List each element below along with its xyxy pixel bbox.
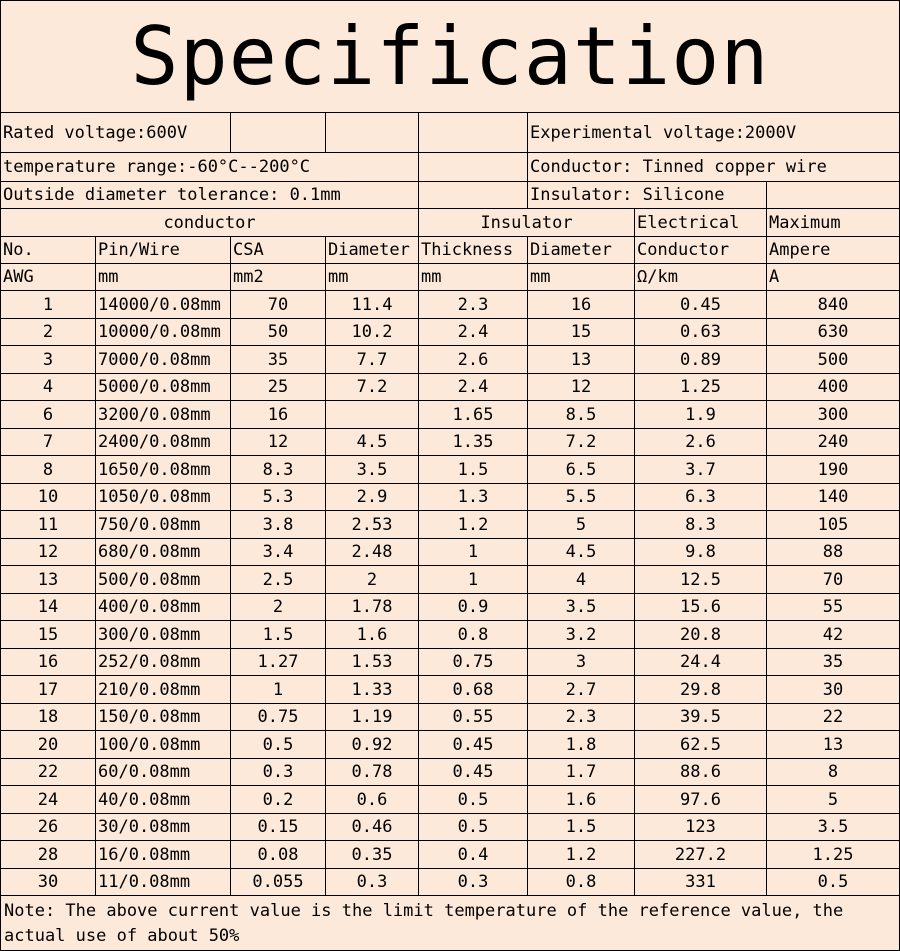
table-cell-diameter: 0.35 [326, 841, 419, 869]
conductor-material-label: Conductor: Tinned copper wire [528, 153, 899, 182]
table-cell-no: 17 [1, 676, 96, 704]
table-cell-pin-wire: 5000/0.08mm [96, 374, 231, 401]
table-cell-ampere: 88 [767, 539, 899, 566]
table-cell-no: 7 [1, 429, 96, 456]
table-cell-diameter: 1.78 [326, 594, 419, 621]
table-cell-ampere: 42 [767, 621, 899, 649]
table-cell-csa: 0.5 [231, 731, 326, 759]
table-cell-insulator-diameter: 3 [528, 649, 635, 676]
table-cell-diameter [326, 401, 419, 429]
table-cell-thickness: 0.3 [419, 869, 528, 896]
table-cell-ampere: 105 [767, 511, 899, 539]
table-cell-conductor-resistance: 0.89 [635, 346, 767, 374]
table-cell-insulator-diameter: 4.5 [528, 539, 635, 566]
table-cell-pin-wire: 100/0.08mm [96, 731, 231, 759]
table-cell-ampere: 3.5 [767, 814, 899, 841]
table-cell-conductor-resistance: 39.5 [635, 704, 767, 731]
table-cell-pin-wire: 210/0.08mm [96, 676, 231, 704]
unit-diameter: mm [326, 264, 419, 291]
table-cell-insulator-diameter: 4 [528, 566, 635, 594]
table-cell-csa: 8.3 [231, 456, 326, 484]
table-cell-conductor-resistance: 1.9 [635, 401, 767, 429]
table-cell-thickness: 0.45 [419, 759, 528, 786]
table-cell-csa: 50 [231, 319, 326, 346]
table-cell-no: 15 [1, 621, 96, 649]
table-cell-conductor-resistance: 29.8 [635, 676, 767, 704]
table-cell-insulator-diameter: 1.5 [528, 814, 635, 841]
table-cell-conductor-resistance: 15.6 [635, 594, 767, 621]
table-cell-diameter: 2.53 [326, 511, 419, 539]
table-cell-insulator-diameter: 12 [528, 374, 635, 401]
table-cell-thickness: 0.68 [419, 676, 528, 704]
table-cell-pin-wire: 14000/0.08mm [96, 291, 231, 319]
table-cell-diameter: 0.78 [326, 759, 419, 786]
table-cell-csa: 0.08 [231, 841, 326, 869]
unit-insulator-diameter: mm [528, 264, 635, 291]
table-cell-thickness: 0.5 [419, 814, 528, 841]
table-cell-thickness: 2.4 [419, 319, 528, 346]
table-cell-no: 24 [1, 786, 96, 814]
table-cell-pin-wire: 11/0.08mm [96, 869, 231, 896]
table-cell-insulator-diameter: 1.2 [528, 841, 635, 869]
table-cell-conductor-resistance: 0.45 [635, 291, 767, 319]
empty-cell [419, 182, 528, 209]
table-cell-conductor-resistance: 8.3 [635, 511, 767, 539]
table-cell-diameter: 0.6 [326, 786, 419, 814]
empty-cell [231, 113, 326, 153]
table-cell-csa: 2.5 [231, 566, 326, 594]
table-cell-thickness: 1.65 [419, 401, 528, 429]
table-cell-pin-wire: 252/0.08mm [96, 649, 231, 676]
table-cell-pin-wire: 400/0.08mm [96, 594, 231, 621]
table-cell-conductor-resistance: 3.7 [635, 456, 767, 484]
table-cell-insulator-diameter: 3.5 [528, 594, 635, 621]
table-cell-csa: 1.5 [231, 621, 326, 649]
table-cell-ampere: 240 [767, 429, 899, 456]
table-cell-csa: 1 [231, 676, 326, 704]
table-cell-thickness: 2.3 [419, 291, 528, 319]
table-cell-diameter: 0.92 [326, 731, 419, 759]
table-cell-pin-wire: 300/0.08mm [96, 621, 231, 649]
table-cell-ampere: 55 [767, 594, 899, 621]
table-cell-no: 3 [1, 346, 96, 374]
column-header-ampere: Ampere [767, 237, 899, 264]
table-cell-conductor-resistance: 123 [635, 814, 767, 841]
table-cell-no: 26 [1, 814, 96, 841]
table-cell-insulator-diameter: 6.5 [528, 456, 635, 484]
table-cell-conductor-resistance: 88.6 [635, 759, 767, 786]
experimental-voltage-label: Experimental voltage:2000V [528, 113, 899, 153]
table-cell-ampere: 1.25 [767, 841, 899, 869]
table-cell-diameter: 10.2 [326, 319, 419, 346]
table-cell-insulator-diameter: 3.2 [528, 621, 635, 649]
table-cell-ampere: 35 [767, 649, 899, 676]
table-cell-insulator-diameter: 0.8 [528, 869, 635, 896]
table-cell-ampere: 630 [767, 319, 899, 346]
table-cell-conductor-resistance: 9.8 [635, 539, 767, 566]
empty-cell [419, 153, 528, 182]
table-cell-no: 13 [1, 566, 96, 594]
table-cell-conductor-resistance: 6.3 [635, 484, 767, 511]
table-cell-thickness: 1.5 [419, 456, 528, 484]
table-cell-diameter: 0.3 [326, 869, 419, 896]
table-cell-no: 30 [1, 869, 96, 896]
table-cell-diameter: 2 [326, 566, 419, 594]
table-cell-insulator-diameter: 8.5 [528, 401, 635, 429]
table-cell-ampere: 500 [767, 346, 899, 374]
table-cell-csa: 0.15 [231, 814, 326, 841]
table-cell-no: 6 [1, 401, 96, 429]
empty-cell [419, 113, 528, 153]
table-cell-diameter: 11.4 [326, 291, 419, 319]
table-cell-csa: 0.3 [231, 759, 326, 786]
table-cell-diameter: 2.48 [326, 539, 419, 566]
table-cell-insulator-diameter: 15 [528, 319, 635, 346]
table-cell-pin-wire: 150/0.08mm [96, 704, 231, 731]
table-cell-no: 2 [1, 319, 96, 346]
table-cell-insulator-diameter: 5.5 [528, 484, 635, 511]
table-cell-conductor-resistance: 20.8 [635, 621, 767, 649]
table-cell-pin-wire: 40/0.08mm [96, 786, 231, 814]
table-cell-insulator-diameter: 2.7 [528, 676, 635, 704]
table-cell-thickness: 1 [419, 566, 528, 594]
table-cell-no: 22 [1, 759, 96, 786]
table-cell-diameter: 1.19 [326, 704, 419, 731]
table-cell-thickness: 2.4 [419, 374, 528, 401]
table-cell-pin-wire: 7000/0.08mm [96, 346, 231, 374]
table-cell-conductor-resistance: 227.2 [635, 841, 767, 869]
table-cell-thickness: 0.8 [419, 621, 528, 649]
table-cell-conductor-resistance: 12.5 [635, 566, 767, 594]
table-cell-pin-wire: 3200/0.08mm [96, 401, 231, 429]
table-cell-ampere: 8 [767, 759, 899, 786]
table-cell-thickness: 1 [419, 539, 528, 566]
column-header-no: No. [1, 237, 96, 264]
table-cell-insulator-diameter: 1.6 [528, 786, 635, 814]
table-cell-csa: 2 [231, 594, 326, 621]
table-cell-thickness: 0.9 [419, 594, 528, 621]
table-cell-conductor-resistance: 2.6 [635, 429, 767, 456]
group-header-electrical: Electrical [635, 209, 767, 237]
table-cell-no: 10 [1, 484, 96, 511]
footnote: Note: The above current value is the limit temperature of the reference value, the actual use of about 50% [4, 901, 844, 946]
table-cell-no: 12 [1, 539, 96, 566]
table-cell-pin-wire: 10000/0.08mm [96, 319, 231, 346]
unit-pin-wire: mm [96, 264, 231, 291]
table-cell-pin-wire: 30/0.08mm [96, 814, 231, 841]
unit-conductor-resistance: Ω/km [635, 264, 767, 291]
column-header-conductor-resistance: Conductor [635, 237, 767, 264]
table-cell-no: 8 [1, 456, 96, 484]
table-cell-diameter: 1.33 [326, 676, 419, 704]
table-cell-thickness: 1.3 [419, 484, 528, 511]
table-cell-no: 14 [1, 594, 96, 621]
table-cell-thickness: 0.55 [419, 704, 528, 731]
table-cell-pin-wire: 500/0.08mm [96, 566, 231, 594]
table-cell-ampere: 5 [767, 786, 899, 814]
table-cell-conductor-resistance: 0.63 [635, 319, 767, 346]
group-header-insulator: Insulator [419, 209, 635, 237]
table-cell-no: 11 [1, 511, 96, 539]
table-cell-diameter: 2.9 [326, 484, 419, 511]
page-title: Specification [1, 1, 899, 113]
table-cell-thickness: 0.4 [419, 841, 528, 869]
table-cell-insulator-diameter: 5 [528, 511, 635, 539]
table-cell-diameter: 1.53 [326, 649, 419, 676]
table-cell-conductor-resistance: 331 [635, 869, 767, 896]
table-cell-diameter: 4.5 [326, 429, 419, 456]
table-cell-conductor-resistance: 97.6 [635, 786, 767, 814]
table-cell-csa: 16 [231, 401, 326, 429]
table-cell-pin-wire: 16/0.08mm [96, 841, 231, 869]
table-cell-csa: 3.8 [231, 511, 326, 539]
table-cell-csa: 1.27 [231, 649, 326, 676]
temperature-range-label: temperature range:-60°C--200°C [1, 153, 419, 182]
unit-thickness: mm [419, 264, 528, 291]
unit-csa: mm2 [231, 264, 326, 291]
group-header-maximum: Maximum [767, 209, 899, 237]
table-cell-ampere: 300 [767, 401, 899, 429]
table-cell-ampere: 140 [767, 484, 899, 511]
table-cell-no: 28 [1, 841, 96, 869]
table-cell-conductor-resistance: 62.5 [635, 731, 767, 759]
group-header-conductor: conductor [1, 209, 419, 237]
table-cell-thickness: 0.75 [419, 649, 528, 676]
table-cell-pin-wire: 2400/0.08mm [96, 429, 231, 456]
column-header-insulator-diameter: Diameter [528, 237, 635, 264]
table-cell-csa: 25 [231, 374, 326, 401]
table-cell-csa: 70 [231, 291, 326, 319]
table-cell-ampere: 840 [767, 291, 899, 319]
table-cell-ampere: 30 [767, 676, 899, 704]
table-cell-ampere: 400 [767, 374, 899, 401]
table-cell-csa: 12 [231, 429, 326, 456]
table-cell-thickness: 1.35 [419, 429, 528, 456]
table-cell-diameter: 7.2 [326, 374, 419, 401]
empty-cell [767, 182, 899, 209]
table-cell-pin-wire: 1050/0.08mm [96, 484, 231, 511]
table-cell-ampere: 13 [767, 731, 899, 759]
table-cell-insulator-diameter: 1.7 [528, 759, 635, 786]
table-cell-conductor-resistance: 24.4 [635, 649, 767, 676]
table-cell-pin-wire: 680/0.08mm [96, 539, 231, 566]
table-cell-no: 1 [1, 291, 96, 319]
table-cell-ampere: 70 [767, 566, 899, 594]
table-cell-diameter: 7.7 [326, 346, 419, 374]
table-cell-csa: 0.75 [231, 704, 326, 731]
table-cell-insulator-diameter: 16 [528, 291, 635, 319]
rated-voltage-label: Rated voltage:600V [1, 113, 231, 153]
table-cell-thickness: 2.6 [419, 346, 528, 374]
table-cell-pin-wire: 750/0.08mm [96, 511, 231, 539]
table-cell-csa: 0.055 [231, 869, 326, 896]
table-cell-csa: 35 [231, 346, 326, 374]
column-header-pin-wire: Pin/Wire [96, 237, 231, 264]
table-cell-insulator-diameter: 2.3 [528, 704, 635, 731]
column-header-diameter: Diameter [326, 237, 419, 264]
table-cell-conductor-resistance: 1.25 [635, 374, 767, 401]
unit-ampere: A [767, 264, 899, 291]
table-cell-diameter: 0.46 [326, 814, 419, 841]
table-cell-ampere: 22 [767, 704, 899, 731]
table-cell-insulator-diameter: 7.2 [528, 429, 635, 456]
insulator-material-label: Insulator: Silicone [528, 182, 767, 209]
table-cell-no: 16 [1, 649, 96, 676]
table-cell-diameter: 3.5 [326, 456, 419, 484]
od-tolerance-label: Outside diameter tolerance: 0.1mm [1, 182, 419, 209]
table-cell-insulator-diameter: 1.8 [528, 731, 635, 759]
table-cell-ampere: 0.5 [767, 869, 899, 896]
table-cell-diameter: 1.6 [326, 621, 419, 649]
table-cell-csa: 5.3 [231, 484, 326, 511]
table-cell-no: 20 [1, 731, 96, 759]
table-cell-pin-wire: 1650/0.08mm [96, 456, 231, 484]
table-cell-pin-wire: 60/0.08mm [96, 759, 231, 786]
table-cell-thickness: 1.2 [419, 511, 528, 539]
unit-no: AWG [1, 264, 96, 291]
column-header-csa: CSA [231, 237, 326, 264]
table-cell-insulator-diameter: 13 [528, 346, 635, 374]
table-cell-no: 4 [1, 374, 96, 401]
table-cell-csa: 3.4 [231, 539, 326, 566]
table-cell-no: 18 [1, 704, 96, 731]
table-cell-csa: 0.2 [231, 786, 326, 814]
empty-cell [326, 113, 419, 153]
table-cell-thickness: 0.5 [419, 786, 528, 814]
table-cell-thickness: 0.45 [419, 731, 528, 759]
column-header-thickness: Thickness [419, 237, 528, 264]
table-cell-ampere: 190 [767, 456, 899, 484]
